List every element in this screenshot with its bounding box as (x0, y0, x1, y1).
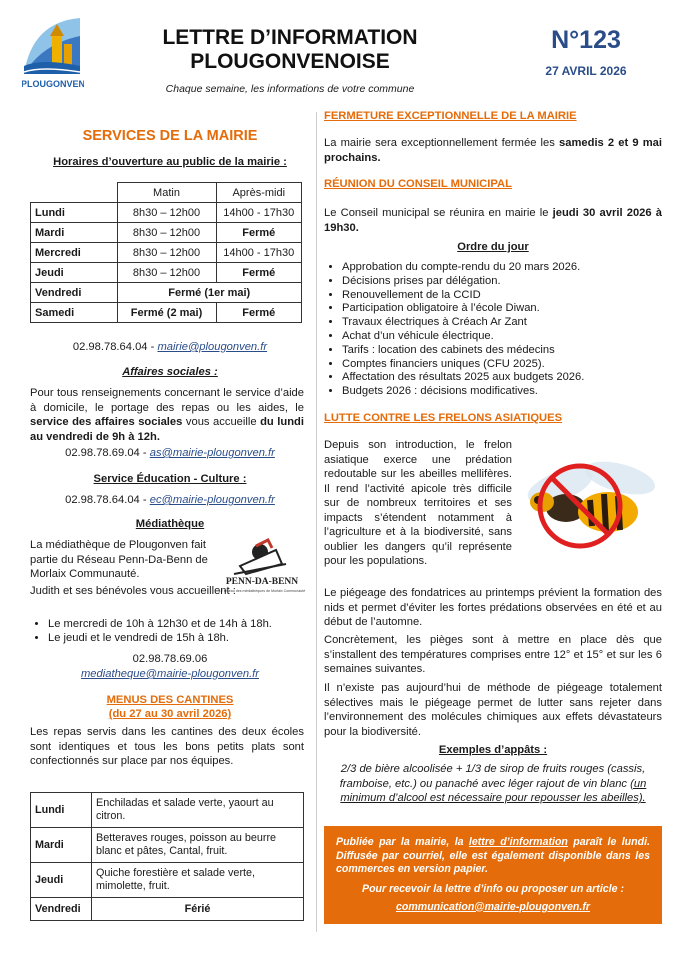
apm-cell: Fermé (216, 263, 302, 283)
list-item: • Achat d’un véhicule électrique. (342, 330, 662, 344)
frelons-paragraph-4: Il n’existe pas aujourd’hui de méthode de piégeage totalement sélectives mais le piégeage permet de lutter sans rejeter dans l’environnement des molécules chimiques aux effets dévastateurs pour la biodiversité. (324, 682, 662, 738)
mediatheque-phone: 02.98.78.69.06 (132, 653, 208, 665)
ordre-title: Ordre du jour (457, 241, 529, 253)
list-item: • Approbation du compte-rendu du 20 mars 2026. (342, 261, 662, 275)
mediatheque-title: Médiathèque (135, 518, 205, 530)
table-row (31, 283, 302, 303)
mairie-phone: 02.98.78.64.04 - (72, 341, 155, 353)
table-row (31, 243, 302, 263)
table-corner (31, 183, 118, 203)
matin-cell: 8h30 – 12h00 (117, 263, 216, 283)
mediatheque-contact (30, 668, 310, 680)
affaires-phone: 02.98.78.69.04 - (65, 447, 147, 459)
menu-content: Betteraves rouges, poisson au beurre blanc et pâtes, Cantal, fruit. (92, 828, 304, 863)
newsletter-title: LETTRE D’INFORMATION PLOUGONVENOISE (162, 26, 418, 73)
education-phone: 02.98.78.64.04 - (65, 494, 147, 506)
conseil-title: RÉUNION DU CONSEIL MUNICIPAL (324, 178, 512, 190)
svg-text:Le réseau des médiathèques de: Le réseau des médiathèques de Morlaix Communauté (218, 589, 306, 593)
commune-logo (22, 14, 84, 92)
frelons-title: LUTTE CONTRE LES FRELONS ASIATIQUES (324, 412, 563, 424)
ordre-list (324, 261, 662, 399)
issue-number: N°123 (551, 26, 621, 54)
day-cell: Lundi (31, 203, 118, 223)
menu-day: Mardi (31, 828, 92, 863)
menu-day: Vendredi (31, 898, 92, 921)
menu-day: Lundi (31, 793, 92, 828)
hours-header-matin: Matin (117, 183, 216, 203)
apm-cell: 14h00 - 17h30 (216, 203, 302, 223)
newsletter-subtitle: Chaque semaine, les informations de votre commune (165, 83, 415, 95)
apm-cell: 14h00 - 17h30 (216, 243, 302, 263)
list-item: • Renouvellement de la CCID (342, 289, 662, 303)
mediatheque-text2: Judith et ses bénévoles vous accueillent : (30, 585, 236, 597)
affaires-title: Affaires sociales : (122, 366, 218, 378)
education-email-link[interactable]: ec@mairie-plougonven.fr (149, 494, 275, 506)
issue-date: 27 AVRIL 2026 (545, 64, 627, 78)
menus-table (30, 792, 304, 921)
day-cell: Vendredi (31, 283, 118, 303)
day-cell: Mardi (31, 223, 118, 243)
fermeture-title: FERMETURE EXCEPTIONNELLE DE LA MAIRIE (324, 110, 577, 122)
day-cell: Samedi (31, 303, 118, 323)
menus-dates: (du 27 au 30 avril 2026) (108, 708, 232, 720)
affaires-contact (30, 447, 310, 459)
matin-cell: 8h30 – 12h00 (117, 203, 216, 223)
affaires-email-link[interactable]: as@mairie-plougonven.fr (149, 447, 275, 459)
menus-title: MENUS DES CANTINES (106, 694, 234, 706)
frelons-paragraph-1: Depuis son introduction, le frelon asiatique exerce une prédation redoutable sur les abeilles mellifères. Il rend l’activité apicole très difficile sur de nombreux territoires et ses impacts s’étendent notamment à l’agriculture et à la biodiversité, sans oublier les dangers qu’il représente pour les populations. (324, 439, 512, 567)
hours-title: Horaires d’ouverture au public de la mairie : (53, 156, 287, 168)
promo-box (324, 826, 662, 924)
table-row (31, 203, 302, 223)
table-row (31, 863, 304, 898)
list-item: • Comptes financiers uniques (CFU 2025). (342, 358, 662, 372)
column-divider (316, 112, 317, 932)
list-item: • Décisions prises par délégation. (342, 275, 662, 289)
list-item: • Tarifs : location des cabinets des médecins (342, 344, 662, 358)
fermeture-text: La mairie sera exceptionnellement fermée les samedis 2 et 9 mai prochains. (324, 137, 662, 164)
frelons-paragraph-2: Le piégeage des fondatrices au printemps prévient la formation des nids et permet d’éviter les fortes prédations observées en été et au début de l’automne. (324, 587, 662, 628)
mairie-email-link[interactable]: mairie@plougonven.fr (157, 341, 268, 353)
menu-content: Férié (92, 898, 304, 921)
apm-cell: Fermé (216, 303, 302, 323)
svg-text:PLOUGONVEN: PLOUGONVEN (22, 79, 84, 89)
apm-cell: Fermé (216, 223, 302, 243)
merged-cell: Fermé (1er mai) (117, 283, 302, 303)
education-contact (30, 494, 310, 506)
table-row (31, 898, 304, 921)
table-row (31, 223, 302, 243)
hornet-forbidden-icon (520, 456, 664, 552)
list-item: • Participation obligatoire à l’école Diwan. (342, 302, 662, 316)
table-row (31, 263, 302, 283)
svg-text:PENN-DA-BENN: PENN-DA-BENN (225, 577, 299, 587)
table-row (31, 303, 302, 323)
list-item: • Travaux électriques à Créach Ar Zant (342, 316, 662, 330)
menu-day: Jeudi (31, 863, 92, 898)
list-item: • Le jeudi et le vendredi de 15h à 18h. (48, 632, 310, 646)
day-cell: Mercredi (31, 243, 118, 263)
hours-header-apm: Après-midi (216, 183, 302, 203)
mediatheque-text: La médiathèque de Plougonven fait partie du Réseau Penn-Da-Benn de Morlaix Communauté. (30, 539, 208, 580)
mediatheque-email-link[interactable]: mediatheque@mairie-plougonven.fr (80, 668, 260, 680)
matin-cell: 8h30 – 12h00 (117, 243, 216, 263)
affaires-text: Pour tous renseignements concernant le service d’aide à domicile, le portage des repas ou les aides, le service des affaires sociales vous accueille du lundi au vendredi de 9h à 12h. (30, 387, 304, 443)
promo-subscribe: Pour recevoir la lettre d’info ou proposer un article : (362, 882, 624, 895)
menus-text: Les repas servis dans les cantines des deux écoles sont identiques et tous les bons petits plats sont confectionnés sur place par nos équipes. (30, 726, 304, 767)
menu-content: Quiche forestière et salade verte, mimolette, fruit. (92, 863, 304, 898)
day-cell: Jeudi (31, 263, 118, 283)
conseil-text: Le Conseil municipal se réunira en mairie le jeudi 30 avril 2026 à 19h30. (324, 207, 662, 234)
services-title: SERVICES DE LA MAIRIE (82, 128, 258, 144)
education-title: Service Éducation - Culture : (93, 473, 247, 485)
appats-title: Exemples d’appâts : (438, 744, 548, 756)
menu-content: Enchiladas et salade verte, yaourt au citron. (92, 793, 304, 828)
promo-email-link[interactable]: communication@mairie-plougonven.fr (396, 900, 590, 913)
mediatheque-hours (30, 618, 310, 646)
promo-text: Publiée par la mairie, la lettre d’information paraît le lundi. Diffusée par courriel, elle est également disponible dans les commerces en version papier. (336, 836, 650, 875)
matin-cell: Fermé (2 mai) (117, 303, 216, 323)
mairie-contact (30, 341, 310, 353)
table-row (31, 828, 304, 863)
frelons-paragraph-3: Concrètement, les pièges sont à mettre en place dès que s’installent des températures comprises entre 12° et 15° et sur les 6 semaines suivantes. (324, 634, 662, 675)
list-item: • Le mercredi de 10h à 12h30 et de 14h à 18h. (48, 618, 310, 632)
matin-cell: 8h30 – 12h00 (117, 223, 216, 243)
list-item: • Budgets 2026 : décisions modificatives. (342, 385, 662, 399)
appats-text: 2/3 de bière alcoolisée + 1/3 de sirop de fruits rouges (cassis, framboise, etc.) ou panaché avec léger rajout de vin blanc (un minimum d’alcool est nécessaire pour repousser les abeilles). (339, 763, 647, 804)
list-item: • Affectation des résultats 2025 aux budgets 2026. (342, 371, 662, 385)
table-row (31, 793, 304, 828)
hours-table (30, 182, 302, 323)
